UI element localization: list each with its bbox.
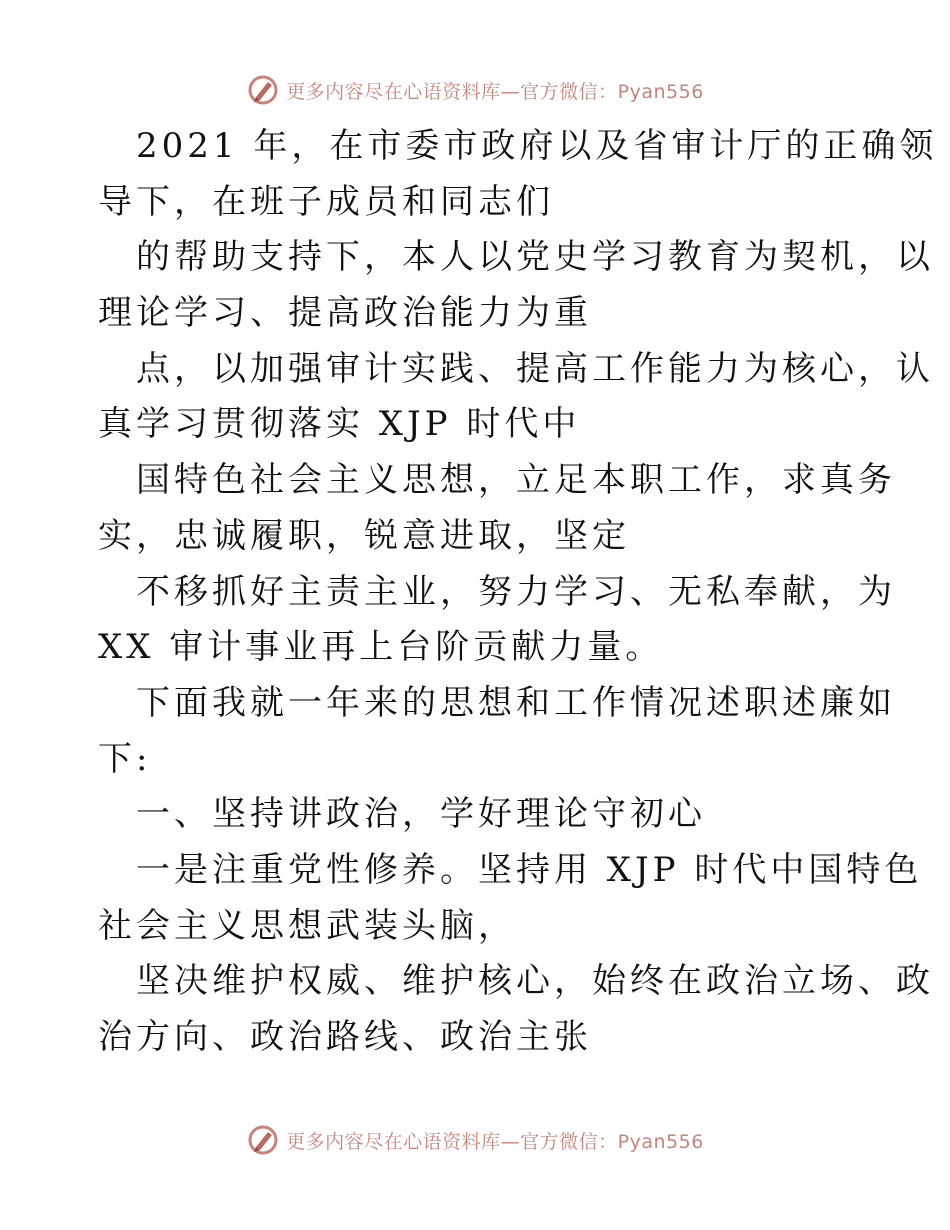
document-body	[98, 124, 938, 1071]
text-line: 的帮助支持下，本人以党史学习教育为契机，以	[136, 237, 934, 278]
pen-circle-logo-icon	[246, 1123, 280, 1157]
text-line: 下:	[98, 738, 152, 779]
text-line: 2021 年，在市委市政府以及省审计厅的正确领	[136, 126, 938, 166]
watermark-text: 更多内容尽在心语资料库—官方微信：Pyan556	[286, 1130, 704, 1153]
text-line: 坚决维护权威、维护核心，始终在政治立场、政	[136, 961, 934, 1002]
text-line: 实，忠诚履职，锐意进取，坚定	[98, 515, 630, 556]
section-heading: 一、坚持讲政治，学好理论守初心	[136, 794, 706, 835]
pen-circle-logo-icon	[246, 73, 280, 107]
text-line: 一是注重党性修养。坚持用 XJP 时代中国特色	[136, 849, 923, 890]
text-line: 导下，在班子成员和同志们	[98, 181, 554, 222]
text-line: 治方向、政治路线、政治主张	[98, 1017, 592, 1057]
text-line: 社会主义思想武装头脑，	[98, 905, 516, 946]
footer-watermark	[0, 1120, 950, 1160]
text-line: 点，以加强审计实践、提高工作能力为核心，认	[136, 348, 934, 389]
text-line: 理论学习、提高政治能力为重	[98, 293, 592, 334]
text-line: 下面我就一年来的思想和工作情况述职述廉如	[136, 682, 896, 723]
text-line: XX 审计事业再上台阶贡献力量。	[98, 627, 664, 668]
watermark-text: 更多内容尽在心语资料库—官方微信：Pyan556	[286, 80, 704, 103]
text-line: 真学习贯彻落实 XJP 时代中	[98, 404, 581, 445]
text-line: 不移抓好主责主业，努力学习、无私奉献，为	[136, 571, 896, 612]
header-watermark	[0, 70, 950, 110]
text-line: 国特色社会主义思想，立足本职工作，求真务	[136, 460, 896, 501]
